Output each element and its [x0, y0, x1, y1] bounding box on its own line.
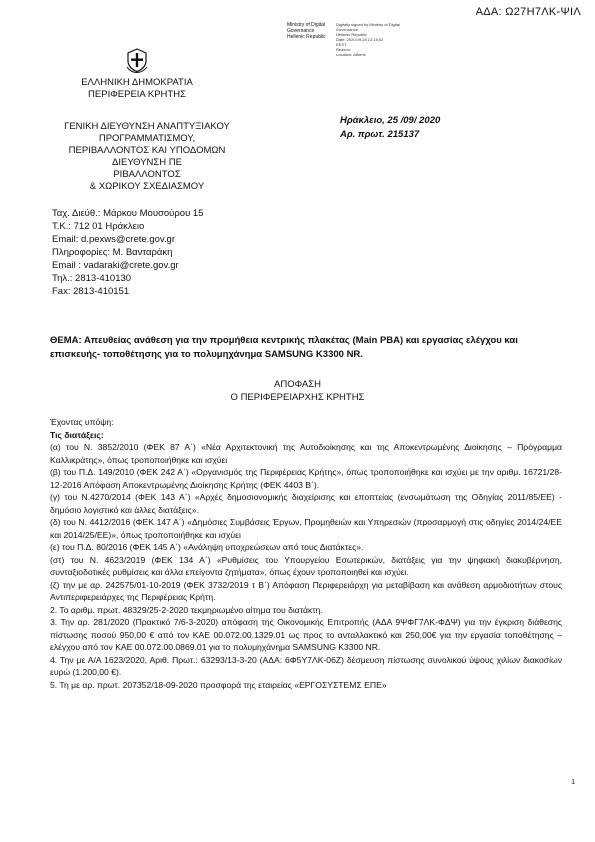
- decision-title: ΑΠΟΦΑΣΗ: [274, 379, 321, 390]
- paragraph: 2. Το αριθμ. πρωτ. 48329/25-2-2020 τεκμηριωμένο αίτημα του διατάκτη.: [50, 604, 323, 615]
- signature-detail: Reason:: [336, 47, 351, 52]
- decision-body: [50, 416, 562, 691]
- directorate-line: ΡΙΒΑΛΛΟΝΤΟΣ: [113, 169, 181, 180]
- directorate-block: [62, 121, 232, 193]
- protocol-line: Αρ. πρωτ. 215137: [340, 129, 420, 140]
- signature-line: Ministry of Digital: [287, 22, 326, 28]
- contact-address: Ταχ. Διεύθ.: Μάρκου Μουσούρου 15: [52, 208, 204, 219]
- page-number: 1: [571, 779, 575, 786]
- contact-fax: Fax: 2813-410151: [52, 286, 130, 297]
- directorate-line: ΓΕΝΙΚΗ ΔΙΕΥΘΥΝΣΗ ΑΝΑΠΤΥΞΙΑΚΟΥ: [64, 121, 230, 132]
- directorate-line: ΔΙΕΥΘΥΝΣΗ ΠΕ: [112, 157, 182, 168]
- signature-line: Governance: [287, 28, 315, 34]
- contact-postcode: Τ.Κ.: 712 01 Ηράκλειο: [52, 221, 145, 232]
- contact-email-2: Email : vadaraki@crete.gov.gr: [52, 260, 179, 271]
- paragraph: (ζ) την με αρ. 242575/01-10-2019 (ΦΕΚ 3732/2019 τ Β΄) Απόφαση Περιφερειάρχη για μεταβίβαση και ανάθεση αρμοδιοτήτων στους Αντιπεριφερειάρχες της Περιφέρειας Κρήτη.: [50, 579, 562, 602]
- directorate-line: ΠΡΟΓΡΑΜΜΑΤΙΣΜΟΥ,: [98, 133, 196, 144]
- paragraph: (γ) του Ν.4270/2014 (ΦΕΚ 143 Α΄) «Αρχές δημοσιονομικής διαχείρισης και εποπτείας (ενσωμάτωση της Οδηγίας 2011/85/ΕΕ) - δημόσιο λογιστικό και άλλες διατάξεις».: [50, 492, 562, 515]
- paragraph: (ε) του Π.Δ. 80/2016 (ΦΕΚ 145 Α΄) «Ανάληψη υποχρεώσεων από τους Διατάκτες».: [50, 542, 364, 552]
- paragraph: (β) του Π.Δ. 149/2010 (ΦΕΚ 242 Α΄) «Οργανισμός της Περιφέρειας Κρήτης», όπως τροποποιήθηκε και ισχύει με την αριθμ. 16721/28-12-2016 Απόφαση Αποκεντρωμένης Διοίκησης Κρήτης (ΦΕΚ 4403 Β΄).: [50, 467, 562, 490]
- paragraph: 4. Την με Α/Α 1623/2020, Αριθ. Πρωτ.: 63293/13-3-20 (ΑΔΑ: 6Φ5Υ7ΛΚ-06Ζ) δέσμευση πίστωσης συνολικού ύψους χιλίων διακοσίων ευρώ (1.200,00 €).: [50, 654, 562, 677]
- signature-detail: Digitally signed by Ministry of Digital Governance: [336, 22, 400, 32]
- contact-block: [52, 207, 203, 298]
- region-name: ΠΕΡΙΦΕΡΕΙΑ ΚΡΗΤΗΣ: [88, 89, 186, 100]
- greek-emblem-icon: [124, 47, 150, 73]
- date-protocol: [340, 114, 440, 142]
- paragraph: 3. Την αρ. 281/2020 (Πρακτικό 7/6-3-2020) απόφαση της Οικονομικής Επιτροπής (ΑΔΑ 9ΨΦΓ7ΛΚ-ΦΔΨ) για την έγκριση διάθεσης πίστωσης ποσού 950,00 € από τον ΚΑΕ 00.072.00.1329.01 ως προς το ανταλλακτικό και 250,00€ για την εργασία τοποθέτησης – ελέγχου από τον ΚΑΕ 00.072.00.0869.01 για το πολυμηχάνημα SAMSUNG K3300 NR.: [50, 617, 562, 652]
- date-line: Ηράκλειο, 25 /09/ 2020: [340, 115, 441, 126]
- signature-detail: Location: Athens: [336, 52, 366, 57]
- signature-details: [336, 22, 416, 57]
- directorate-line: ΠΕΡΙΒΑΛΛΟΝΤΟΣ ΚΑΙ ΥΠΟΔΟΜΩΝ: [68, 145, 226, 156]
- subject-line: ΘΕΜΑ: Απευθείας ανάθεση για την προμήθεια κεντρικής πλακέτας (Main PBA) και εργασίας ελέγχου και επισκευής- τοποθέτησης για το πολυμηχάνημα SAMSUNG K3300 NR.: [50, 335, 518, 360]
- country-name: ΕΛΛΗΝΙΚΗ ΔΗΜΟΚΡΑΤΙΑ: [81, 77, 193, 88]
- signature-detail: EEST: [336, 42, 347, 47]
- signature-detail: Hellenic Republic: [336, 32, 367, 37]
- paragraph: 5. Τη με αρ. πρωτ. 207352/18-09-2020 προσφορά της εταιρείας «ΕΡΓΟΣΥΣΤΕΜΣ ΕΠΕ»: [50, 679, 387, 690]
- contact-email: Email: d.pexws@crete.gov.gr: [52, 234, 175, 245]
- signature-detail: Date: 2020.09.28 12:15:02: [336, 37, 384, 42]
- intro-line: Έχοντας υπόψη:: [50, 417, 114, 427]
- provisions-heading: Τις διατάξεις:: [50, 429, 104, 440]
- paragraph: (α) του Ν. 3852/2010 (ΦΕΚ 87 Α΄) «Νέα Αρχιτεκτονική της Αυτοδιοίκησης και της Αποκεντρωμένης Διοίκησης – Πρόγραμμα Καλλικράτης», όπως τροποποιήθηκε και ισχύει: [50, 442, 562, 465]
- contact-info-person: Πληροφορίες: Μ. Βανταράκη: [52, 247, 173, 258]
- decision-subtitle: Ο ΠΕΡΙΦΕΡΕΙΑΡΧΗΣ ΚΡΗΤΗΣ: [230, 392, 365, 403]
- paragraph: (δ) του Ν. 4412/2016 (ΦΕΚ 147 Α΄) «Δημόσιες Συμβάσεις Έργων, Προμηθειών και Υπηρεσιών (προσαρμογή στις οδηγίες 2014/24/ΕΕ και 2014/25/ΕΕ)», όπως τροποποιήθηκε και ισχύει: [50, 517, 562, 540]
- signature-line: Hellenic Republic: [287, 34, 326, 40]
- paragraph: (στ) του Ν. 4623/2019 (ΦΕΚ 134 Α΄) «Ρυθμίσεις του Υπουργείου Εσωτερικών, διατάξεις για την ψηφιακή διακυβέρνηση, συνταξιοδοτικές ρυθμίσεις και άλλα επείγοντα ζητήματα», όπως έχουν τροποποιηθεί και ισχύει.: [50, 554, 562, 577]
- contact-phone: Τηλ.: 2813-410130: [52, 273, 132, 284]
- directorate-line: & ΧΩΡΙΚΟΥ ΣΧΕΔΙΑΣΜΟΥ: [89, 181, 205, 192]
- ada-code: ΑΔΑ: Ω27Η7ΛΚ-ΨΙΛ: [475, 6, 581, 18]
